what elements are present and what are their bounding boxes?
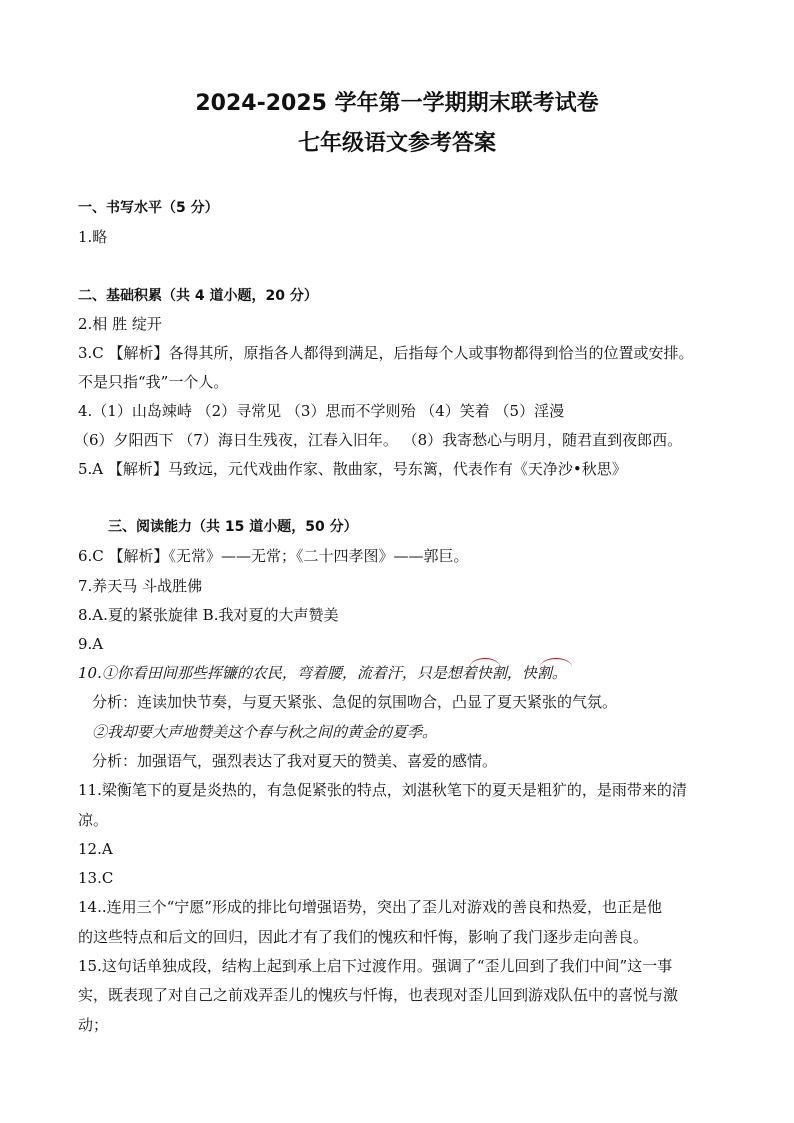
section-2-heading: 二、基础积累（共 4 道小题，20 分）	[78, 288, 318, 304]
answer-q15-line3: 动；	[78, 1016, 109, 1034]
answer-q14-line1: 14..连用三个“宁愿”形成的排比句增强语势，突出了歪儿对游戏的善良和热爱，也正是他	[78, 898, 662, 916]
answer-q4-line1: 4.（1）山岛竦峙 （2）寻常见 （3）思而不学则殆 （4）笑着 （5）淫漫	[78, 402, 565, 420]
exam-title: 2024-2025 学年第一学期期末联考试卷	[195, 91, 599, 116]
answer-q15-line2: 实，既表现了对自己之前戏弄歪儿的愧疚与忏悔，也表现对歪儿回到游戏队伍中的喜悦与激	[78, 986, 679, 1004]
answer-q11-line1: 11.梁衡笔下的夏是炎热的，有急促紧张的特点，刘湛秋笔下的夏天是粗犷的，是雨带来的清	[78, 781, 687, 799]
answer-q10-analysis-1: 分析：连读加快节奏，与夏天紧张、急促的氛围吻合，凸显了夏天紧张的气氛。	[92, 693, 618, 711]
answer-q10-analysis-2: 分析：加强语气，强烈表达了我对夏天的赞美、喜爱的感情。	[92, 752, 498, 770]
answer-q6: 6.C 【解析】《无常》——无常；《二十四孝图》——郭巨。	[78, 547, 469, 565]
answer-q11-line2: 凉。	[78, 811, 109, 829]
answer-q13: 13.C	[78, 869, 114, 887]
answer-q10-sentence-1: 10.①你看田间那些挥镰的农民，弯着腰，流着汗，只是想着快割，快割。	[78, 664, 567, 682]
answer-q2: 2.相 胜 绽开	[78, 315, 162, 333]
answer-q7: 7.养天马 斗战胜佛	[78, 577, 203, 595]
answer-q3-line1: 3.C 【解析】各得其所，原指各人都得到满足，后指每个人或事物都得到恰当的位置或安排。	[78, 344, 694, 362]
answer-q12: 12.A	[78, 840, 113, 858]
answer-q15-line1: 15.这句话单独成段，结构上起到承上启下过渡作用。强调了“歪儿回到了我们中间”这一事	[78, 957, 673, 975]
reading-mark-arc	[540, 658, 572, 667]
answer-q1: 1.略	[78, 228, 108, 246]
answer-q3-line2: 不是只指“我”一个人。	[78, 373, 229, 391]
section-1-heading: 一、书写水平（5 分）	[78, 200, 219, 216]
answer-q10-sentence-2: ②我却要大声地赞美这个春与秋之间的黄金的夏季。	[92, 723, 438, 741]
reading-mark-arc	[470, 658, 500, 667]
answer-q5: 5.A 【解析】马致远，元代戏曲作家、散曲家，号东篱，代表作有《天净沙•秋思》	[78, 460, 627, 478]
answer-q9: 9.A	[78, 635, 104, 653]
section-3-heading: 三、阅读能力（共 15 道小题，50 分）	[108, 519, 358, 535]
answer-q14-line2: 的这些特点和后文的回归，因此才有了我们的愧疚和忏悔，影响了我门逐步走向善良。	[78, 928, 649, 946]
answer-q8: 8.A.夏的紧张旋律 B.我对夏的大声赞美	[78, 606, 339, 624]
exam-subtitle: 七年级语文参考答案	[297, 131, 496, 156]
answer-q4-line2: （6）夕阳西下 （7）海日生残夜，江春入旧年。 （8）我寄愁心与明月，随君直到夜郎西。	[74, 431, 683, 449]
